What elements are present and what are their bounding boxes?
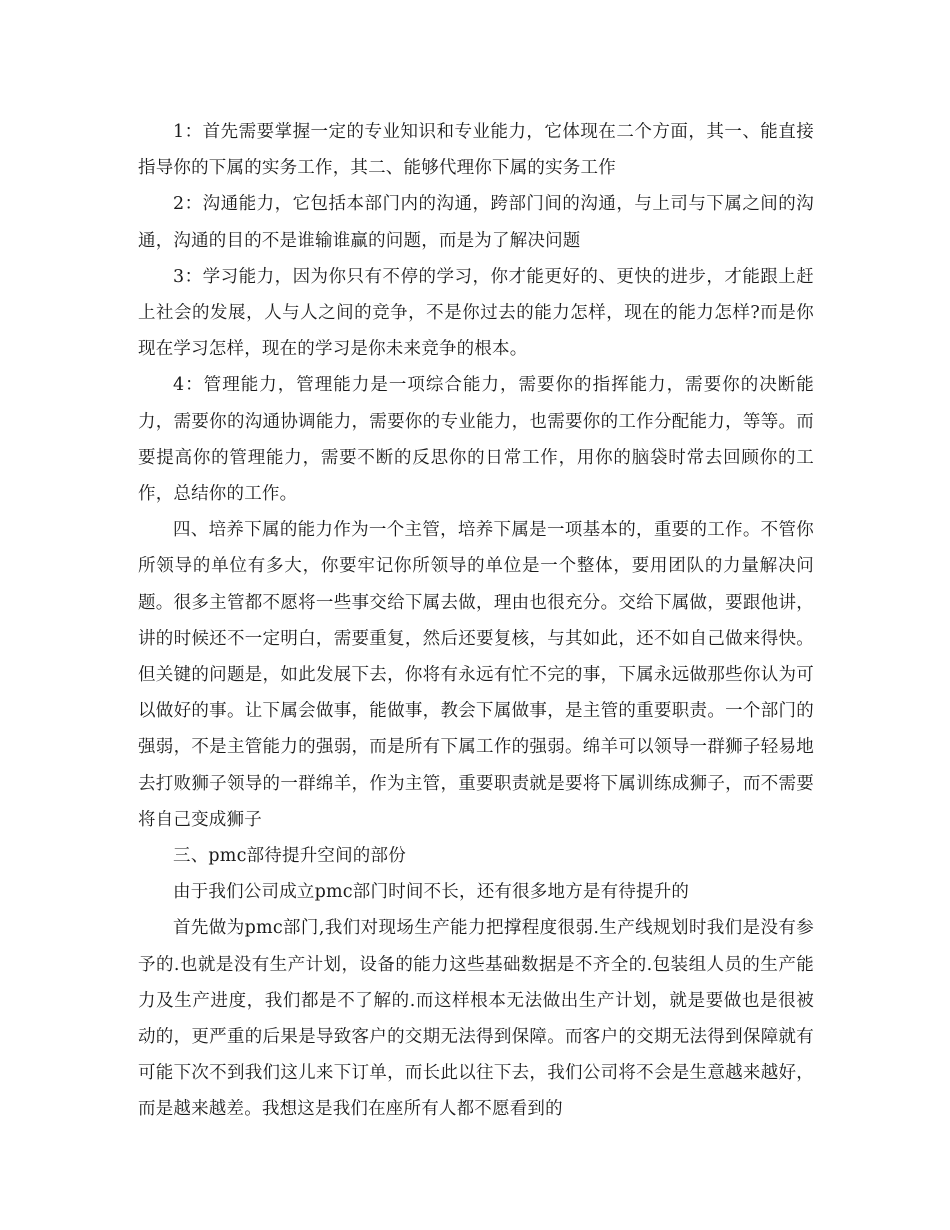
paragraph-learning: 3：学习能力，因为你只有不停的学习，你才能更好的、更快的进步，才能跟上赶上社会的发展，人与人之间的竞争，不是你过去的能力怎样，现在的能力怎样?而是你现在学习怎样，现在的学习是你未来竞争的根本。: [138, 266, 814, 360]
paragraph-professional-skills: 1：首先需要掌握一定的专业知识和专业能力，它体现在二个方面，其一、能直接指导你的下属的实务工作，其二、能够代理你下属的实务工作: [138, 122, 814, 179]
section-heading-pmc: 三、pmc部待提升空间的部份: [173, 846, 406, 867]
paragraph-management: 4：管理能力，管理能力是一项综合能力，需要你的指挥能力，需要你的决断能力，需要你的沟通协调能力，需要你的专业能力，也需要你的工作分配能力，等等。而要提高你的管理能力，需要不断的反思你的日常工作，用你的脑袋时常去回顾你的工作，总结你的工作。: [138, 375, 814, 505]
paragraph-train-subordinates: 四、培养下属的能力作为一个主管，培养下属是一项基本的，重要的工作。不管你所领导的单位有多大，你要牢记你所领导的单位是一个整体，要用团队的力量解决问题。很多主管都不愿将一些事交给下属去做，理由也很充分。交给下属做，要跟他讲，讲的时候还不一定明白，需要重复，然后还要复核，与其如此，还不如自己做来得快。但关键的问题是，如此发展下去，你将有永远有忙不完的事，下属永远做那些你认为可以做好的事。让下属会做事，能做事，教会下属做事，是主管的重要职责。一个部门的强弱，不是主管能力的强弱，而是所有下属工作的强弱。绵羊可以领导一群狮子轻易地去打败狮子领导的一群绵羊，作为主管，重要职责就是要将下属训练成狮子，而不需要将自己变成狮子: [138, 520, 814, 830]
paragraph-communication: 2：沟通能力，它包括本部门内的沟通，跨部门间的沟通，与上司与下属之间的沟通，沟通的目的不是谁输谁赢的问题，而是为了解决问题: [138, 194, 814, 251]
paragraph-pmc-intro: 由于我们公司成立pmc部门时间不长，还有很多地方是有待提升的: [173, 882, 690, 903]
document-body: [138, 114, 814, 1128]
paragraph-pmc-issues: 首先做为pmc部门,我们对现场生产能力把撑程度很弱.生产线规划时我们是没有参予的.也就是没有生产计划，设备的能力这些基础数据是不齐全的.包装组人员的生产能力及生产进度，我们都是不了解的.而这样根本无法做出生产计划，就是要做也是很被动的，更严重的后果是导致客户的交期无法得到保障。而客户的交期无法得到保障就有可能下次不到我们这儿来下订单，而长此以往下去，我们公司将不会是生意越来越好，而是越来越差。我想这是我们在座所有人都不愿看到的: [138, 918, 814, 1120]
